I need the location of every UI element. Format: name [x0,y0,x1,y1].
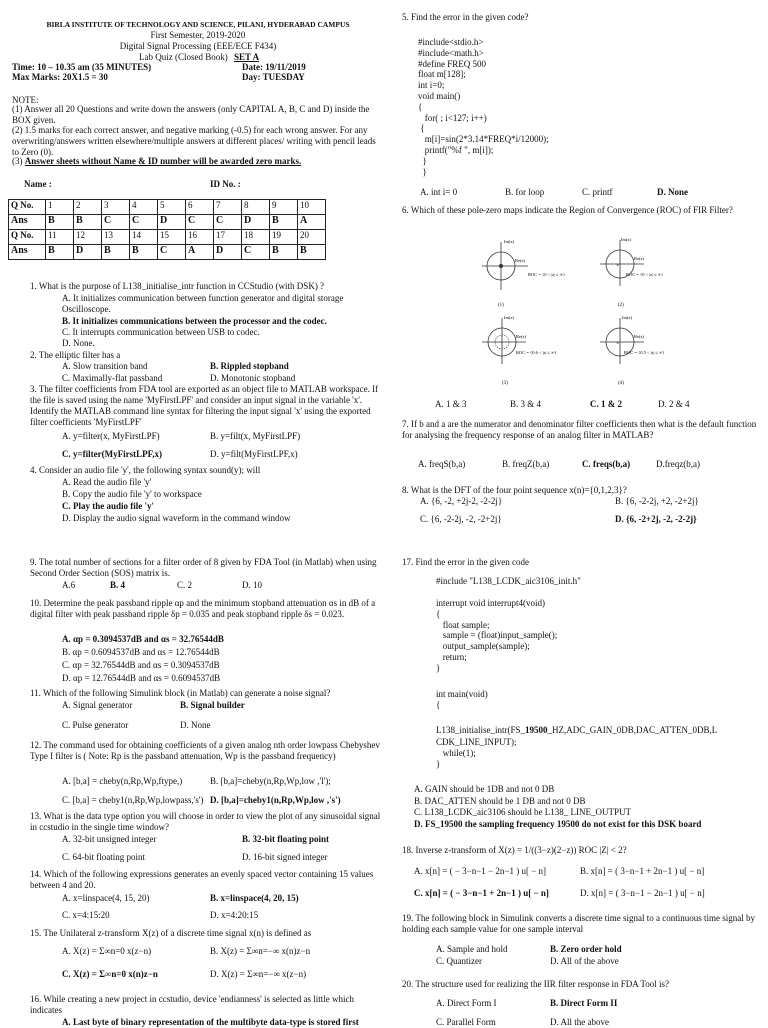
qno-cell: 7 [214,200,242,215]
qno-header: Q No. [9,230,46,245]
set-label: SET A [233,52,260,62]
answer-cell[interactable]: C [242,245,270,260]
q17-code-main: int main(void) { [436,689,488,710]
qno-cell: 20 [298,230,326,245]
qno-cell: 3 [102,200,130,215]
svg-text:×: × [616,263,620,269]
q5-option-b: B. for loop [505,187,545,197]
question-1: 1. What is the purpose of L138_initialise_intr function in CCStudio (with DSK) ? [30,281,325,291]
q20-option-d: D. All the above [550,1017,609,1027]
answer-cell[interactable]: B [102,245,130,260]
q5-code: #include<stdio.h> #include<math.h> #define FREQ 500 float m[128]; int i=0; void main() { for( ; i<127; i++) { m[i]=sin(2*3.14*FREQ*i/12000); printf("%f ", m[i]); } } [418,37,549,177]
q14-option-c: C. x=4:15:20 [62,910,110,920]
q18-option-b: B. x[n] = ( 3−n−1 + 2n−1 ) u[ − n] [580,866,705,876]
note-3-num: (3) [12,156,23,166]
q12-option-d: D. [b,a]=cheby1(n,Rp,Wp,low ,'s') [210,795,341,805]
q10-option-a: A. αp = 0.3094537dB and αs = 32.76544dB [62,634,224,644]
q17-code-init-c: _HZ,ADC_GAIN_0DB,DAC_ATTEN_0DB,L [547,725,718,735]
qno-cell: 17 [214,230,242,245]
ans-header: Ans [9,215,46,230]
qno-cell: 10 [298,200,326,215]
pz1-caption: (1) [498,303,504,308]
answer-cell[interactable]: D [158,215,186,230]
question-12: 12. The command used for obtaining coefficients of a given analog nth order lowpass Chebyshev Type I filter is ( Note: Rp is the passband attenuation, Wp is the passband frequency) [30,740,380,761]
semester: First Semester, 2019-2020 [150,30,246,40]
question-19: 19. The following block in Simulink converts a discrete time signal to a continuous time signal by holding each sample value for one sample interval [402,913,756,934]
q7-option-d: D.freqz(b,a) [656,459,700,469]
pz3-caption: (3) [502,381,508,386]
pz4-roc: ROC = {0.5 < |z| ≤ ∞} [624,350,665,355]
pz4-im-label: Im(z) [622,315,632,320]
pole-zero-map-2 [598,234,710,308]
q17-option-b: B. DAC_ATTEN should be 1 DB and not 0 DB [414,796,586,806]
answer-cell[interactable]: C [158,245,186,260]
pz3-roc: ROC = {0.6 < |z| ≤ ∞} [516,350,557,355]
question-8: 8. What is the DFT of the four point sequence x(n)={0,1,2,3}? [402,485,627,495]
q7-option-a: A. freqS(b,a) [418,459,466,469]
name-label: Name : [24,179,52,189]
question-11: 11. Which of the following Simulink block (in Matlab) can generate a noise signal? [30,688,331,698]
q18-option-a: A. x[n] = ( − 3−n−1 − 2n−1 ) u[ − n] [414,866,547,876]
q17-code-init-fs: 19500 [525,725,548,735]
q15-option-a: A. X(z) = Σ∞n=0 x(z−n) [62,946,152,956]
pz3-im-label: Im(z) [504,315,514,320]
qno-cell: 12 [74,230,102,245]
answer-cell[interactable]: A [186,245,214,260]
question-15: 15. The Unilateral z-transform X(z) of a discrete time signal x(n) is defined as [30,928,312,938]
date: Date: 19/11/2019 [242,62,306,72]
institute-name: BIRLA INSTITUTE OF TECHNOLOGY AND SCIENCE, PILANI, HYDERABAD CAMPUS [46,20,350,29]
q3-option-c: C. y=filter(MyFirstLPF,x) [62,449,163,459]
answer-cell[interactable]: A [298,215,326,230]
q13-option-b: B. 32-bit floating point [242,834,330,844]
q4-option-a: A. Read the audio file 'y' [62,477,152,487]
answer-cell[interactable]: C [130,215,158,230]
question-2: 2. The elliptic filter has a [30,350,121,360]
q17-code-include: #include "L138_LCDK_aic3106_init.h" [436,576,581,586]
q16-option-a: A. Last byte of binary representation of the multibyte data-type is stored first [62,1017,359,1027]
q8-option-d: D. {6, -2+2j, -2, -2-2j} [615,514,697,524]
question-14: 14. Which of the following expressions generates an evenly spaced vector containing 15 values between 4 and 20. [30,869,374,890]
time: Time: 10 – 10.35 am (35 MINUTES) [12,62,152,72]
q4-option-c: C. Play the audio file 'y' [62,501,154,511]
q3-option-a: A. y=filter(x, MyFirstLPF) [62,431,160,441]
note-title: NOTE: [12,95,39,105]
ans-header: Ans [9,245,46,260]
q2-option-d: D. Monotonic stopband [210,373,296,383]
qno-cell: 5 [158,200,186,215]
q11-option-b: B. Signal builder [180,700,245,710]
note-3 [12,156,382,167]
q17-code-interrupt: interrupt void interrupt4(void) { float sample; sample = (float)input_sample(); output_sample(sample); return; } [436,598,558,673]
q1-option-c: C. It interrupts communication between USB to codec. [62,327,260,337]
qno-cell: 19 [270,230,298,245]
q19-option-d: D. All of the above [550,956,619,966]
qno-cell: 2 [74,200,102,215]
q1-option-a: A. It initializes communication between function generator and digital storage Oscilloscope. [62,293,344,314]
pole-zero-map-4 [598,312,710,386]
answer-table [8,199,326,260]
q4-option-b: B. Copy the audio file 'y' to workspace [62,489,202,499]
pz2-caption: (2) [618,303,624,308]
pz4-re-label: Re(z) [634,334,644,339]
question-17: 17. Find the error in the given code [402,557,529,567]
note-3-text: Answer sheets without Name & ID number will be awarded zero marks. [24,156,302,166]
qno-cell: 11 [46,230,74,245]
answer-cell[interactable]: D [214,245,242,260]
answer-cell[interactable]: D [74,245,102,260]
question-5: 5. Find the error in the given code? [402,12,529,22]
q7-option-c: C. freqs(b,a) [582,459,631,469]
q18-option-c: C. x[n] = ( − 3−n−1 + 2n−1 ) u[ − n] [414,888,549,898]
quiz-label: Lab Quiz (Closed Book) [139,52,228,62]
note-2: (2) 1.5 marks for each correct answer, and negative marking (-0.5) for each wrong answer. For any overwriting/answers written elsewhere/multiple answers at different places/ writing with pencil leads to Zero (0). [12,125,376,157]
q5-option-c: C. printf [582,187,613,197]
day: Day: TUESDAY [242,72,305,82]
answer-cell[interactable]: C [214,215,242,230]
question-6: 6. Which of these pole-zero maps indicate the Region of Convergence (ROC) of FIR Filter? [402,205,733,215]
q17-option-d: D. FS_19500 the sampling frequency 19500 do not exist for this DSK board [414,819,702,829]
pz2-re-label: Re(z) [634,256,644,261]
q6-option-c: C. 1 & 2 [590,399,622,409]
question-20: 20. The structure used for realizing the IIR filter response in FDA Tool is? [402,979,669,989]
q6-option-a: A. 1 & 3 [435,399,467,409]
note-1: (1) Answer all 20 Questions and write down the answers (only CAPITAL A, B, C and D) inside the BOX given. [12,104,370,125]
q17-code-init-a: L138_initialise_intr(FS_ [436,725,525,735]
pz1-im-label: Im(z) [504,239,514,244]
q17-option-c: C. L138_LCDK_aic3106 should be L138_ LINE_OUTPUT [414,807,631,817]
q6-option-d: D. 2 & 4 [658,399,690,409]
answer-cell[interactable]: B [46,215,74,230]
q5-option-d: D. None [657,187,688,197]
q11-option-d: D. None [180,720,211,730]
q15-option-c: C. X(z) = Σ∞n=0 x(n)z−n [62,969,158,979]
pz3-re-label: Re(z) [516,334,526,339]
q14-option-d: D. x=4:20:15 [210,910,259,920]
q15-option-d: D. X(z) = Σ∞n=−∞ x(z−n) [210,969,307,979]
qno-cell: 9 [270,200,298,215]
course-title: Digital Signal Processing (EEE/ECE F434) [119,41,277,51]
q3-option-d: D. y=filt(MyFirstLPF,x) [210,449,298,459]
q14-option-b: B. x=linspace(4, 20, 15) [210,893,299,903]
answer-cell[interactable]: C [186,215,214,230]
q10-option-c: C. αp = 32.76544dB and αs = 0.3094537dB [62,660,220,670]
qno-cell: 1 [46,200,74,215]
q5-option-a: A. int i= 0 [420,187,458,197]
q8-option-a: A. {6, -2, +2j-2, -2-2j} [420,496,503,506]
qno-cell: 4 [130,200,158,215]
q4-option-d: D. Display the audio signal waveform in the command window [62,513,291,523]
pz1-re-label: Re(z) [515,258,525,263]
q11-option-a: A. Signal generator [62,700,133,710]
q14-option-a: A. x=linspace(4, 15, 20) [62,893,150,903]
q18-option-d: D. x[n] = ( 3−n−1 − 2n−1 ) u[ − n] [580,888,705,898]
q9-option-a: A.6 [62,580,76,590]
svg-text:×: × [616,341,620,347]
q3-option-b: B. y=filt(x, MyFirstLPF) [210,431,301,441]
question-9: 9. The total number of sections for a filter order of 8 given by FDA Tool (in Matlab) when using Second Order Section (SOS) matrix is. [30,557,377,578]
q9-option-d: D. 10 [242,580,262,590]
pz1-roc: ROC = {0 < |z| ≤ ∞} [528,272,566,277]
answer-cell[interactable]: D [242,215,270,230]
q19-option-b: B. Zero order hold [550,944,622,954]
answer-table-qrow-1 [9,200,326,215]
pz4-caption: (4) [618,381,624,386]
q2-option-b: B. Rippled stopband [210,361,289,371]
q8-option-b: B. {6, -2-2j, +2, -2+2j} [615,496,699,506]
q13-option-c: C. 64-bit floating point [62,852,145,862]
q20-option-c: C. Parallel Form [436,1017,496,1027]
id-label: ID No. : [210,179,241,189]
q9-option-c: C. 2 [177,580,193,590]
answer-cell[interactable]: B [270,215,298,230]
answer-cell[interactable]: B [130,245,158,260]
q12-option-c: C. [b,a] = cheby1(n,Rp,Wp,lowpass,'s') [62,795,204,805]
question-3: 3. The filter coefficients from FDA tool are exported as an object file to MATLAB workspace. If the file is saved using the name 'MyFirstLPF' and consider an input signal in the variable 'x'. Identify the MATLAB command line syntax for filtering the input signal 'x' using the exported filter coefficients 'MyFirstLPF' [30,384,379,427]
q2-option-c: C. Maximally-flat passband [62,373,163,383]
qno-cell: 6 [186,200,214,215]
q17-code-end: CDK_LINE_INPUT); while(1); } [436,737,517,769]
answer-table-arow-2 [9,245,326,260]
q7-option-b: B. freqZ(b,a) [502,459,550,469]
question-16: 16. While creating a new project in ccstudio, device 'endianness' is selected as little which indicates [30,994,354,1015]
pz2-im-label: Im(z) [621,237,631,242]
answer-table-arow-1 [9,215,326,230]
max-marks: Max Marks: 20X1.5 = 30 [12,72,108,82]
q19-option-a: A. Sample and hold [436,944,508,954]
q13-option-d: D. 16-bit signed integer [242,852,328,862]
q17-option-a: A. GAIN should be 1DB and not 0 DB [414,784,555,794]
qno-cell: 15 [158,230,186,245]
answer-cell[interactable]: B [74,215,102,230]
question-13: 13. What is the data type option you will choose in order to view the plot of any sinusoidal signal in ccstudio in the single time window? [30,811,381,832]
qno-cell: 18 [242,230,270,245]
q11-option-c: C. Pulse generator [62,720,129,730]
q13-option-a: A. 32-bit unsigned integer [62,834,157,844]
q10-option-d: D. αp = 12.76544dB and αs = 0.6094537dB [62,673,221,683]
question-10: 10. Determine the peak passband ripple αp and the minimum stopband attenuation αs in dB of a digital filter with peak passband ripple δp = 0.035 and peak stopband ripple δs = 0.023. [30,598,376,619]
answer-table-qrow-2 [9,230,326,245]
q17-code-init [436,725,717,736]
q10-option-b: B. αp = 0.6094537dB and αs = 12.76544dB [62,647,220,657]
q15-option-b: B. X(z) = Σ∞n=−∞ x(n)z−n [210,946,311,956]
qno-cell: 14 [130,230,158,245]
pole-zero-map-3 [480,312,592,386]
answer-cell[interactable]: B [298,245,326,260]
question-7: 7. If b and a are the numerator and denominator filter coefficients then what is the default function for analysing the frequency response of an analog filter in MATLAB? [402,419,757,440]
pz2-roc: ROC = {0 < |z| ≤ ∞} [626,272,664,277]
qno-cell: 13 [102,230,130,245]
q9-option-b: B. 4 [110,580,126,590]
question-18: 18. Inverse z-transform of X(z) = 1/((3−z)(2−z)) ROC |Z| < 2? [402,845,627,855]
q19-option-c: C. Quantizer [436,956,482,966]
qno-cell: 16 [186,230,214,245]
q1-option-d: D. None. [62,338,95,348]
q12-option-b: B. [b,a]=cheby(n,Rp,Wp,low ,'l'); [210,776,331,786]
qno-cell: 8 [242,200,270,215]
answer-cell[interactable]: B [270,245,298,260]
qno-header: Q No. [9,200,46,215]
q12-option-a: A. [b,a] = cheby(n,Rp,Wp,ftype,) [62,776,183,786]
answer-cell[interactable]: C [102,215,130,230]
q2-option-a: A. Slow transition band [62,361,148,371]
q20-option-a: A. Direct Form I [436,998,497,1008]
pole-zero-map-1 [478,234,590,308]
q6-option-b: B. 3 & 4 [510,399,542,409]
question-4: 4. Consider an audio file 'y', the following syntax sound(y); will [30,465,261,475]
q8-option-c: C. {6, -2-2j, -2, -2+2j} [420,514,502,524]
answer-cell[interactable]: B [46,245,74,260]
q1-option-b: B. It initializes communications between the processor and the codec. [62,316,327,326]
q20-option-b: B. Direct Form II [550,998,618,1008]
